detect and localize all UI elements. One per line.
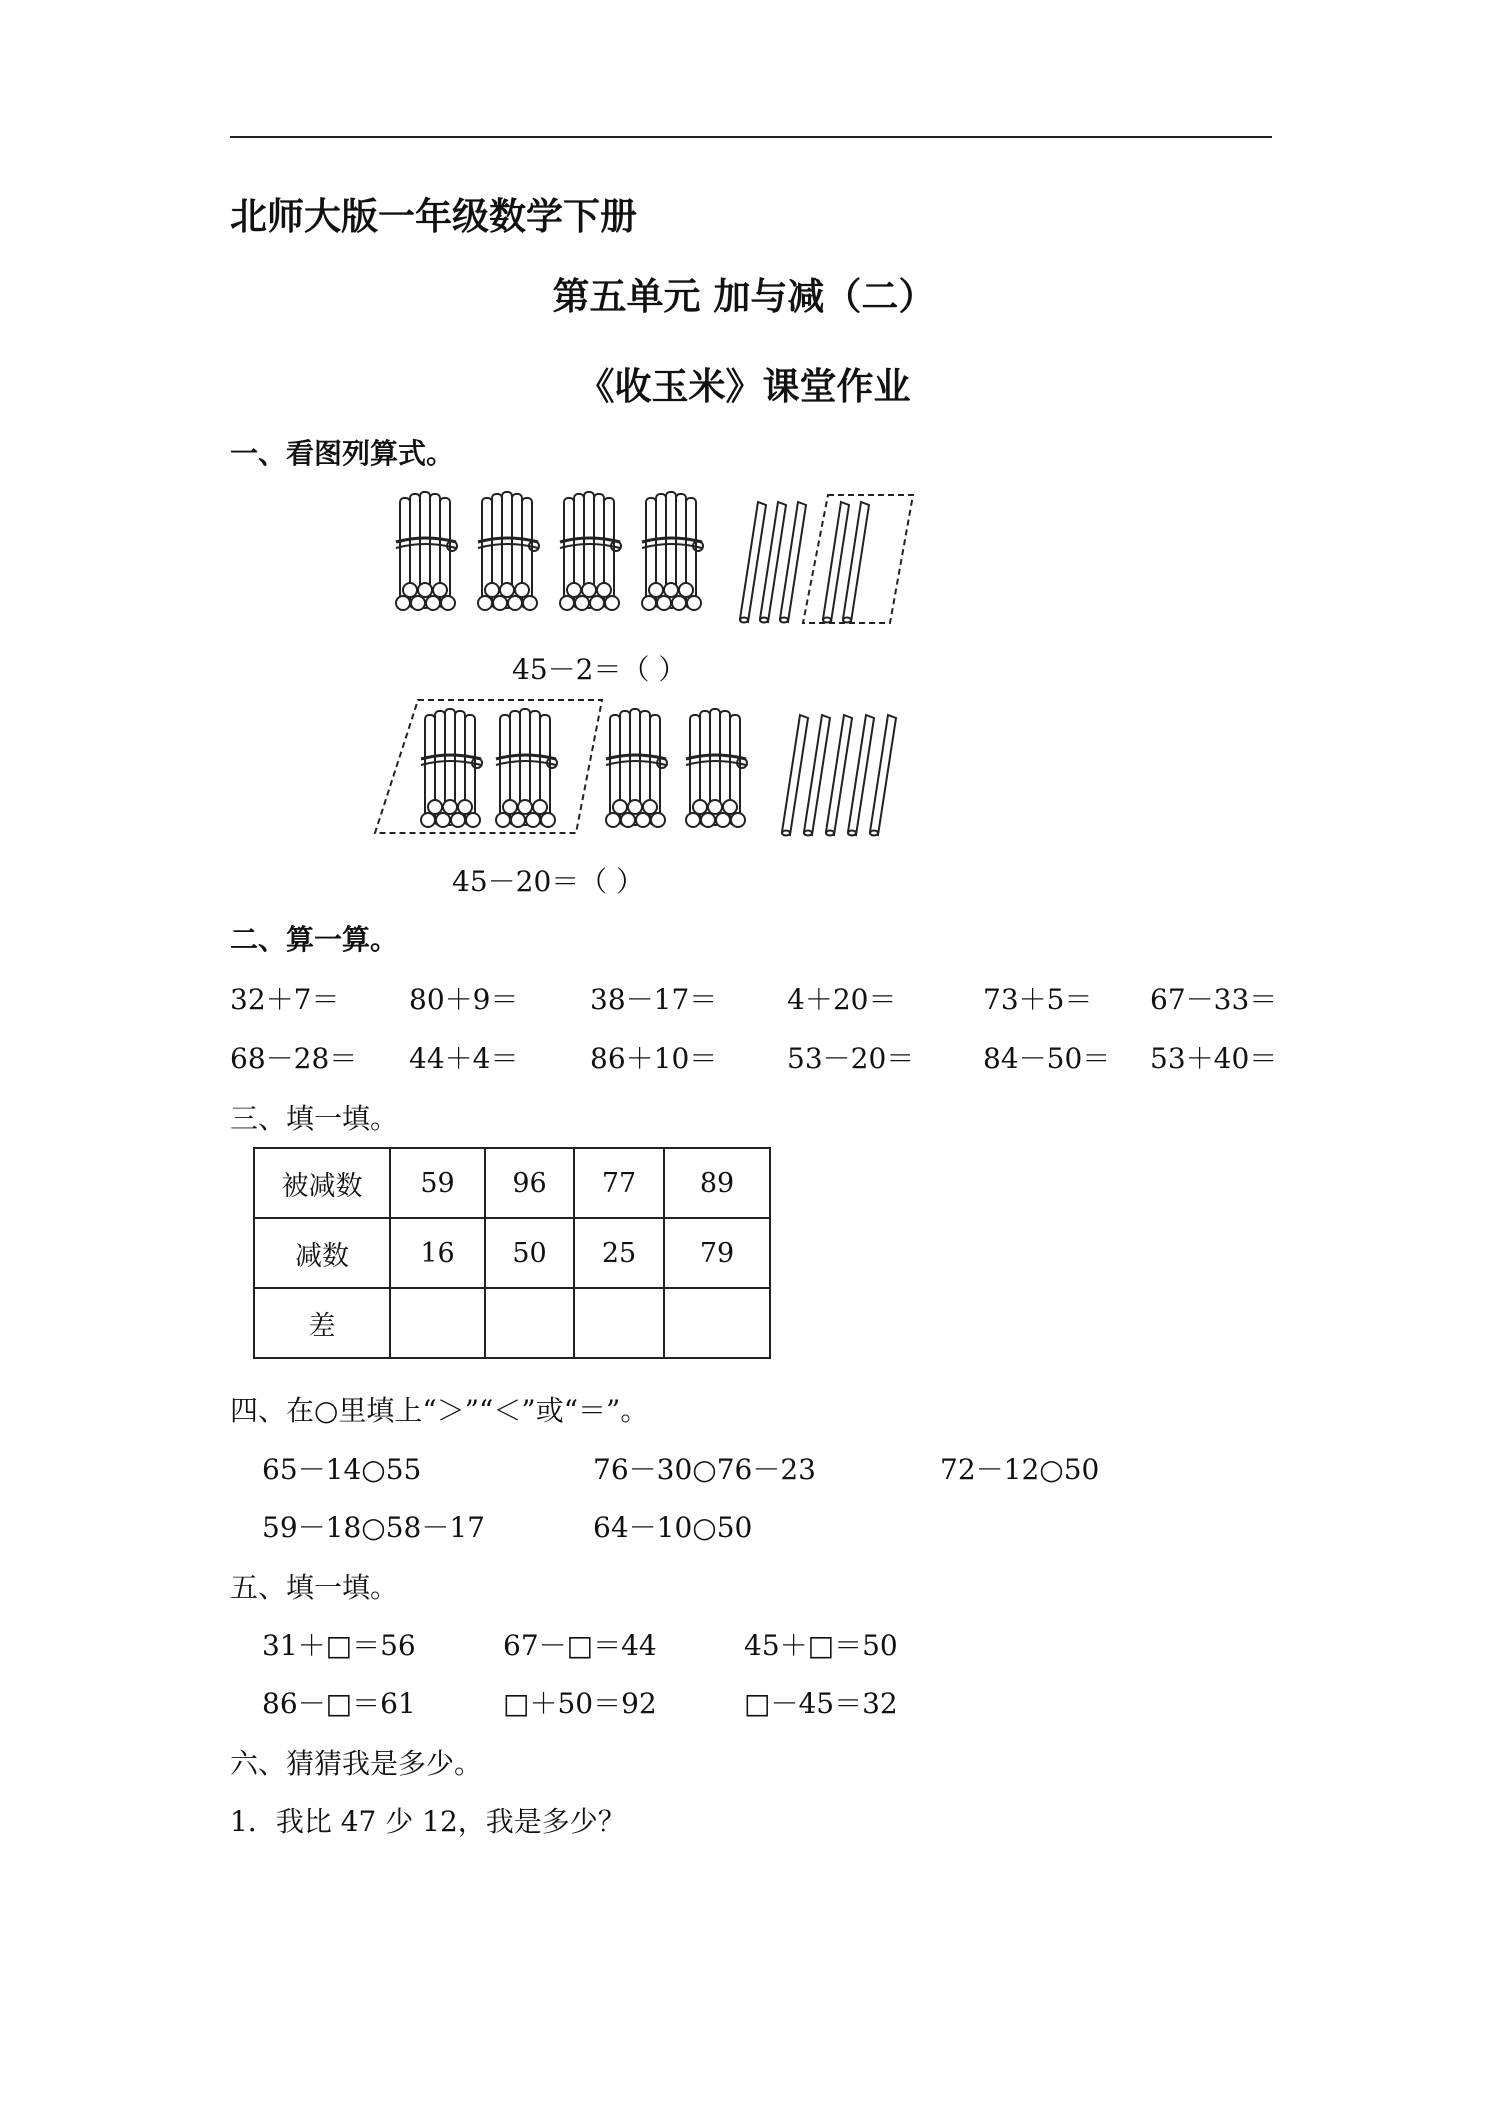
section2-title: 二、算一算。 [230, 923, 399, 956]
table-row [254, 1218, 770, 1288]
row-label: 差 [254, 1288, 390, 1358]
lesson-title: 《收玉米》课堂作业 [577, 365, 911, 408]
figure-45-minus-20 [370, 695, 940, 845]
section1-title: 一、看图列算式。 [230, 437, 455, 470]
compare-item: 65－14○55 [262, 1453, 422, 1486]
stick-bundle [686, 709, 747, 827]
calc-item: 53－20＝ [787, 1042, 915, 1075]
calc-item: 53＋40＝ [1150, 1042, 1278, 1075]
answer-cell[interactable] [664, 1288, 770, 1358]
stick-bundle [560, 492, 621, 610]
stick-bundle [496, 709, 557, 827]
answer-cell[interactable] [574, 1288, 664, 1358]
fill-item: □－45＝32 [744, 1687, 898, 1720]
calc-item: 4＋20＝ [787, 983, 897, 1016]
table-cell: 79 [664, 1218, 770, 1288]
single-stick [804, 715, 830, 836]
fill-item: 45＋□＝50 [744, 1629, 898, 1662]
stick-bundle [606, 709, 667, 827]
table-row [254, 1148, 770, 1218]
question-1: 1．我比 47 少 12，我是多少？ [230, 1805, 626, 1838]
calc-item: 86＋10＝ [590, 1042, 718, 1075]
stick-bundle [478, 492, 539, 610]
book-title: 北师大版一年级数学下册 [230, 195, 637, 238]
row-label: 被减数 [254, 1148, 390, 1218]
table-cell: 59 [390, 1148, 485, 1218]
calc-item: 80＋9＝ [409, 983, 519, 1016]
calc-item: 38－17＝ [590, 983, 718, 1016]
equation-2: 45－20＝（ ） [452, 865, 645, 898]
compare-item: 76－30○76－23 [593, 1453, 816, 1486]
table-row [254, 1288, 770, 1358]
table-cell: 50 [485, 1218, 574, 1288]
table-cell: 77 [574, 1148, 664, 1218]
answer-cell[interactable] [485, 1288, 574, 1358]
section5-title: 五、填一填。 [230, 1571, 399, 1604]
table-cell: 89 [664, 1148, 770, 1218]
single-stick [848, 715, 874, 836]
figure-45-minus-2 [385, 485, 925, 630]
calc-item: 68－28＝ [230, 1042, 358, 1075]
single-stick [782, 715, 808, 836]
single-stick [826, 715, 852, 836]
fill-item: 31＋□＝56 [262, 1629, 416, 1662]
answer-cell[interactable] [390, 1288, 485, 1358]
unit-title: 第五单元 加与减（二） [552, 275, 936, 318]
section6-title: 六、猜猜我是多少。 [230, 1747, 483, 1780]
stick-bundle [642, 492, 703, 610]
section3-title: 三、填一填。 [230, 1102, 399, 1135]
calc-item: 67－33＝ [1150, 983, 1278, 1016]
table-cell: 96 [485, 1148, 574, 1218]
dashed-selection [375, 700, 602, 833]
single-stick [870, 715, 896, 836]
stick-bundle [396, 492, 457, 610]
compare-item: 72－12○50 [940, 1453, 1100, 1486]
calc-item: 44＋4＝ [409, 1042, 519, 1075]
calc-item: 32＋7＝ [230, 983, 340, 1016]
row-label: 减数 [254, 1218, 390, 1288]
stick-bundle [421, 709, 482, 827]
fill-item: □＋50＝92 [503, 1687, 657, 1720]
section4-title: 四、在○里填上“＞”“＜”或“＝”。 [230, 1394, 649, 1427]
equation-1: 45－2＝（ ） [512, 653, 687, 686]
compare-item: 59－18○58－17 [262, 1511, 485, 1544]
header-rule [230, 136, 1272, 138]
subtraction-table [253, 1147, 771, 1359]
fill-item: 86－□＝61 [262, 1687, 416, 1720]
table-cell: 16 [390, 1218, 485, 1288]
table-cell: 25 [574, 1218, 664, 1288]
compare-item: 64－10○50 [593, 1511, 753, 1544]
calc-item: 73＋5＝ [983, 983, 1093, 1016]
fill-item: 67－□＝44 [503, 1629, 657, 1662]
calc-item: 84－50＝ [983, 1042, 1111, 1075]
